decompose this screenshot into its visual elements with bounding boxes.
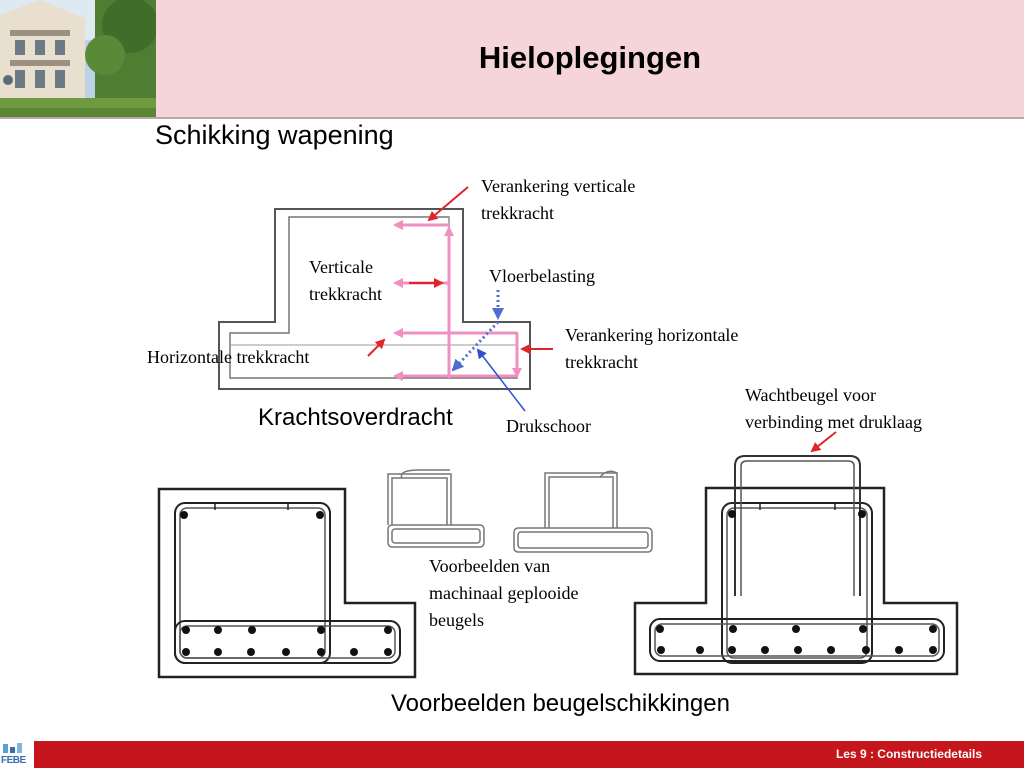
label-vertical-tension: Verticale trekkracht [309, 257, 382, 304]
label-machine-bent: Voorbeelden van machinaal geplooide beugels [429, 556, 579, 630]
caption-force-transfer: Krachtsoverdracht [258, 404, 453, 431]
stirrup-example-right [635, 432, 957, 674]
febe-logo-text: FEBE [1, 755, 26, 766]
label-compression-strut: Drukschoor [506, 416, 591, 436]
footer-lesson-text: Les 9 : Constructiedetails [835, 747, 982, 761]
machine-bent-stirrups [388, 470, 652, 552]
section-subtitle: Schikking wapening [155, 120, 394, 150]
label-floor-load: Vloerbelasting [489, 266, 595, 286]
label-horizontal-tension: Horizontale trekkracht [147, 347, 310, 367]
label-anchor-horizontal: Verankering horizontale trekkracht [565, 325, 739, 372]
label-guard-stirrup: Wachtbeugel voor verbinding met druklaag [745, 385, 922, 432]
footer-bar [0, 741, 1024, 768]
caption-stirrup-examples: Voorbeelden beugelschikkingen [391, 690, 730, 717]
febe-logo [0, 741, 34, 768]
slide-title: Hieloplegingen [478, 40, 702, 75]
stirrup-example-left [159, 489, 415, 677]
label-anchor-vertical: Verankering verticale trekkracht [481, 176, 636, 223]
